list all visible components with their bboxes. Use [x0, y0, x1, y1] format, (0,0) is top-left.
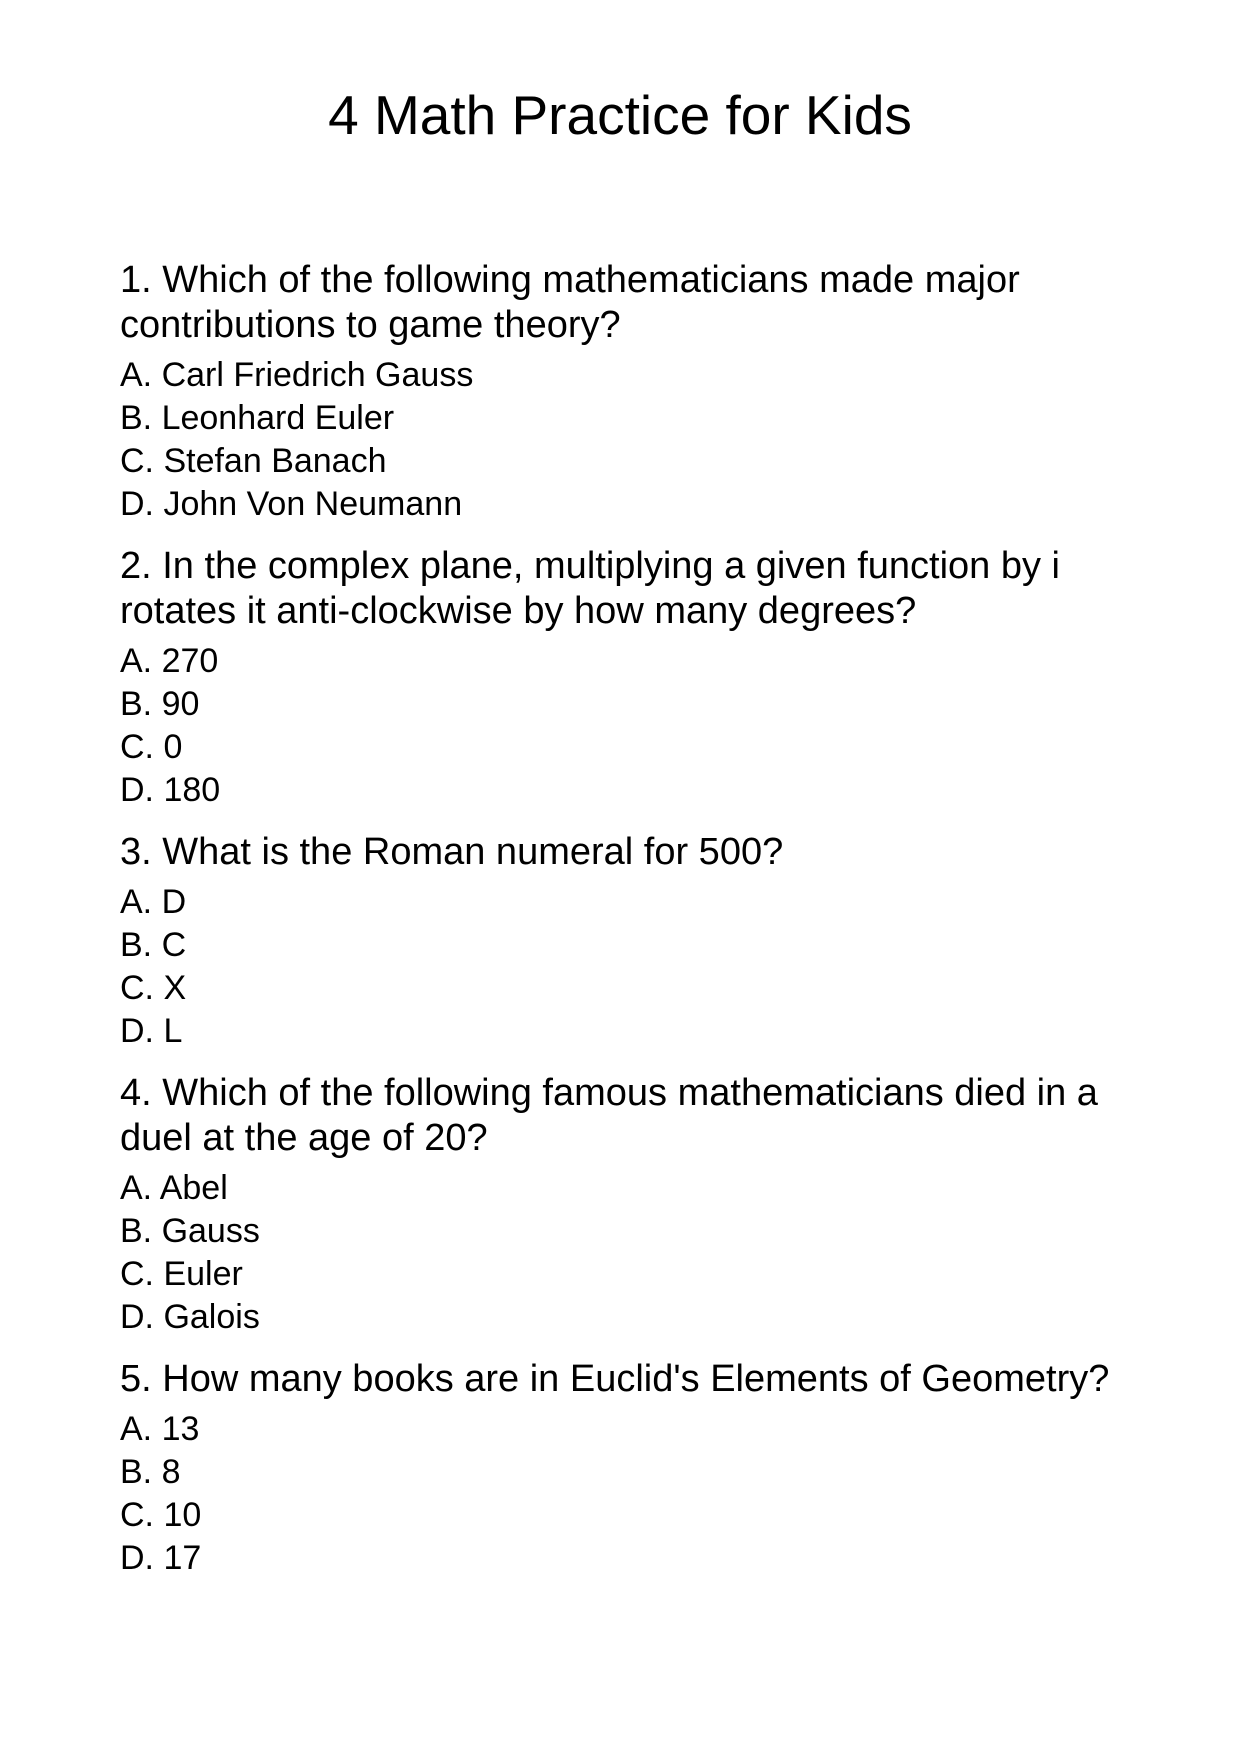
answer-option: C. 0: [120, 728, 183, 766]
answer-option: A. 13: [120, 1410, 200, 1448]
answer-option: D. Galois: [120, 1298, 260, 1336]
question-text: 1. Which of the following mathematicians made major contributions to game theory?: [120, 259, 1020, 346]
question-text: 5. How many books are in Euclid's Elements of Geometry?: [120, 1358, 1110, 1400]
question-1: [120, 258, 1130, 526]
question-4: [120, 1071, 1130, 1339]
answer-option: B. C: [120, 926, 187, 964]
answer-option: A. Carl Friedrich Gauss: [120, 356, 474, 394]
answer-options: [120, 640, 1130, 812]
question-2: [120, 544, 1130, 812]
answer-option: B. Gauss: [120, 1212, 260, 1250]
answer-option: D. John Von Neumann: [120, 485, 463, 523]
answer-option: C. 10: [120, 1496, 202, 1534]
answer-option: A. Abel: [120, 1169, 228, 1207]
answer-options: [120, 354, 1130, 526]
question-text: 2. In the complex plane, multiplying a given function by i rotates it anti-clockwise by how many degrees?: [120, 545, 1060, 632]
answer-option: C. Stefan Banach: [120, 442, 387, 480]
answer-option: A. 270: [120, 642, 219, 680]
answer-options: [120, 881, 1130, 1053]
question-list: [120, 258, 1130, 1598]
answer-options: [120, 1167, 1130, 1339]
question-3: [120, 830, 1130, 1053]
answer-option: D. 17: [120, 1539, 202, 1577]
answer-option: B. Leonhard Euler: [120, 399, 395, 437]
question-text: 3. What is the Roman numeral for 500?: [120, 831, 784, 873]
answer-option: C. X: [120, 969, 187, 1007]
answer-option: D. L: [120, 1012, 183, 1050]
answer-option: B. 90: [120, 685, 200, 723]
answer-option: C. Euler: [120, 1255, 243, 1293]
answer-option: D. 180: [120, 771, 221, 809]
answer-option: A. D: [120, 883, 187, 921]
question-5: [120, 1357, 1130, 1580]
question-text: 4. Which of the following famous mathematicians died in a duel at the age of 20?: [120, 1072, 1098, 1159]
answer-option: B. 8: [120, 1453, 181, 1491]
answer-options: [120, 1408, 1130, 1580]
page-title: 4 Math Practice for Kids: [328, 84, 912, 146]
